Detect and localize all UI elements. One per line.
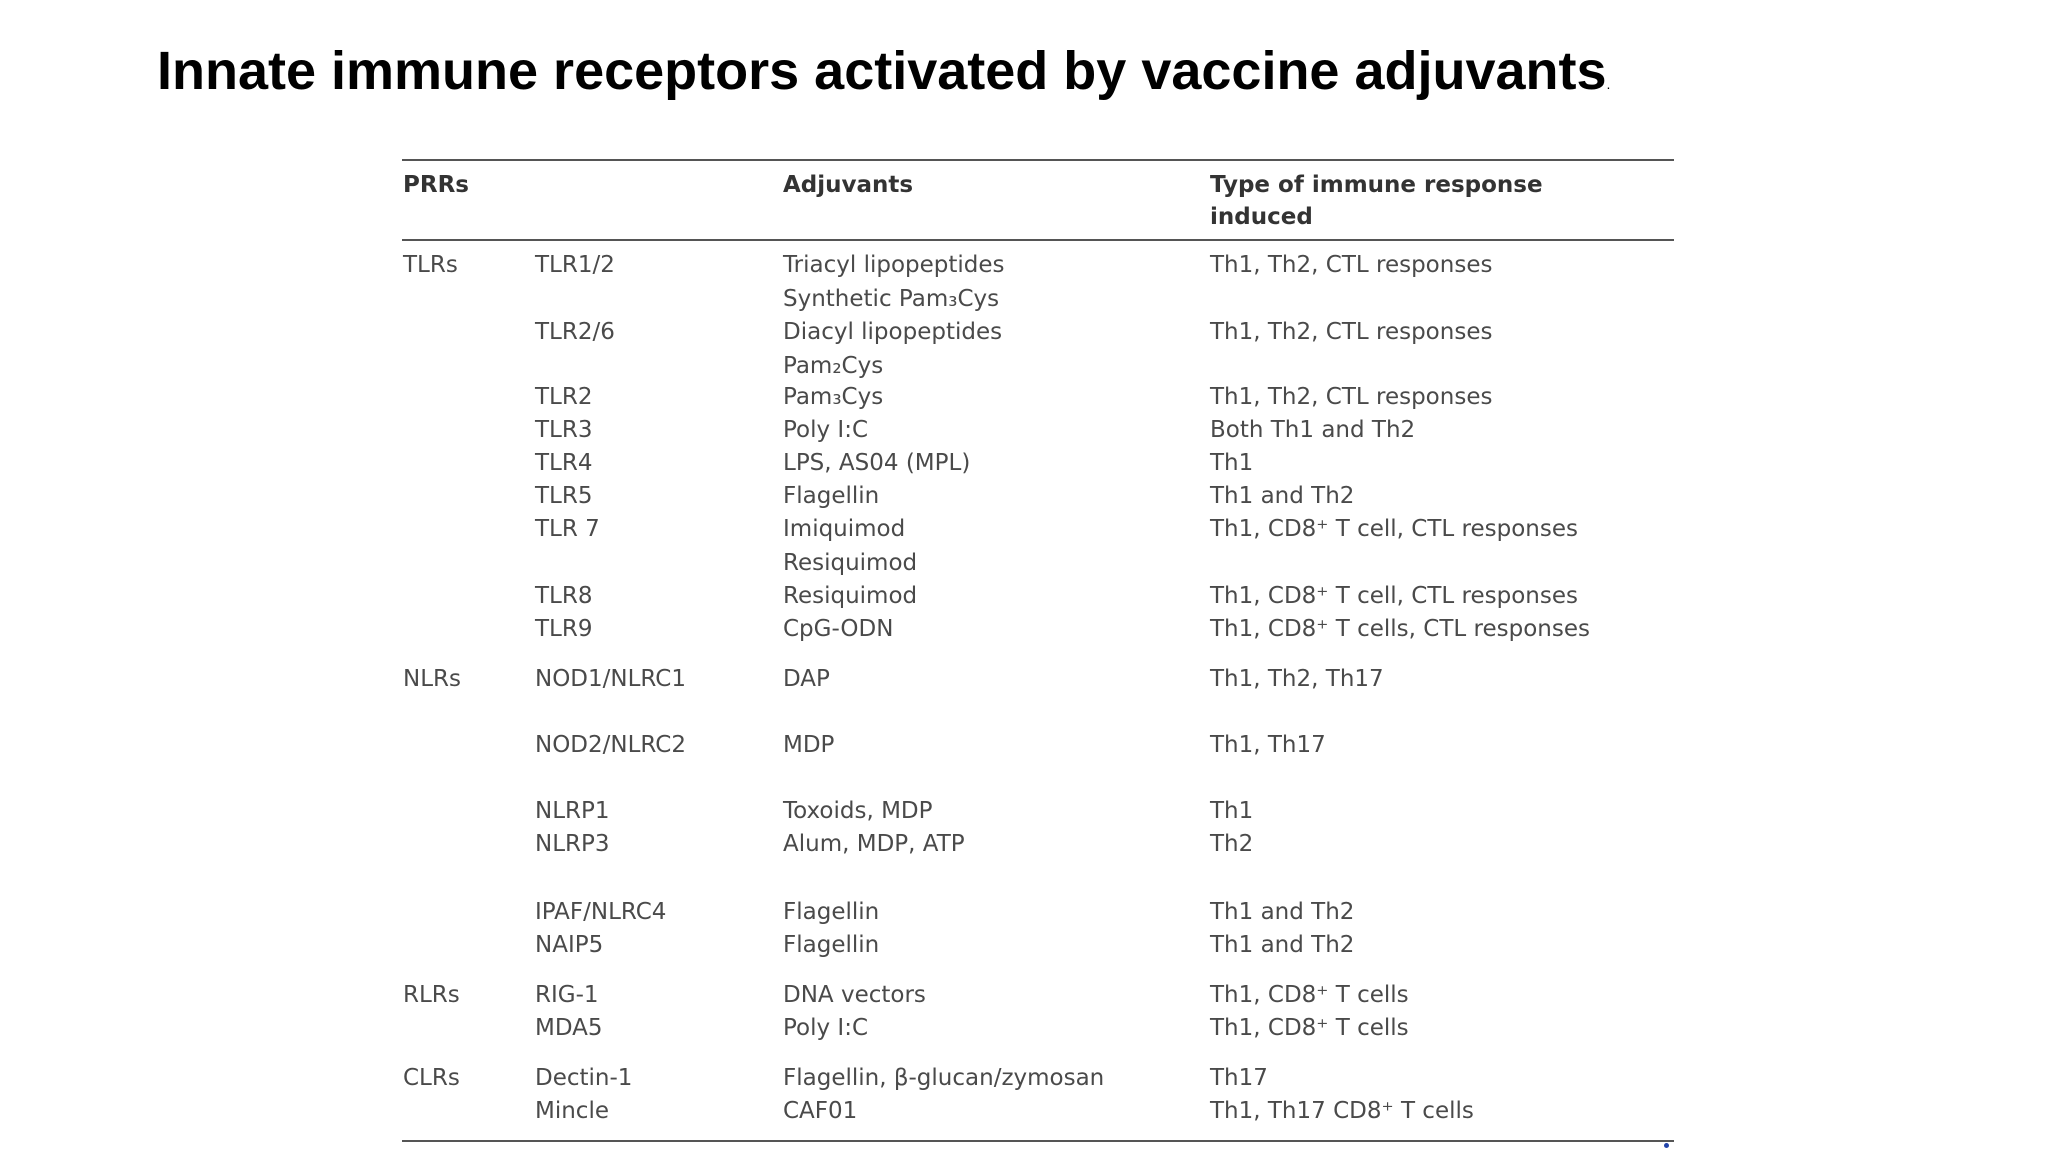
receptor-name: NLRP3 xyxy=(535,831,610,857)
immune-response: Th1, Th2, Th17 xyxy=(1210,666,1384,692)
header-prrs: PRRs xyxy=(403,172,469,198)
adjuvant-name: DAP xyxy=(783,666,830,692)
adjuvant-name: Flagellin xyxy=(783,899,880,925)
table-top-rule xyxy=(402,159,1674,161)
header-response: Type of immune response induced xyxy=(1210,172,1543,230)
adjuvant-name: Diacyl lipopeptides xyxy=(783,319,1003,345)
adjuvant-name: Flagellin, β-glucan/zymosan xyxy=(783,1065,1105,1091)
immune-response: Th1, Th17 xyxy=(1210,732,1326,758)
receptor-name: NLRP1 xyxy=(535,798,610,824)
adjuvant-name: Synthetic Pam₃Cys xyxy=(783,286,1000,312)
title-trailing-mark: . xyxy=(1606,76,1611,92)
adjuvant-name: Pam₃Cys xyxy=(783,384,884,410)
immune-response: Th1, Th2, CTL responses xyxy=(1210,384,1493,410)
adjuvant-name: Resiquimod xyxy=(783,550,918,576)
immune-response: Th1 xyxy=(1210,450,1254,476)
receptor-name: IPAF/NLRC4 xyxy=(535,899,667,925)
adjuvant-name: Toxoids, MDP xyxy=(783,798,933,824)
immune-response: Th1, Th17 CD8⁺ T cells xyxy=(1210,1098,1474,1124)
immune-response: Th1, CD8⁺ T cells xyxy=(1210,1015,1409,1041)
receptor-name: TLR9 xyxy=(535,616,593,642)
receptor-adjuvant-table xyxy=(402,159,1674,1145)
receptor-name: NAIP5 xyxy=(535,932,604,958)
receptor-name: NOD1/NLRC1 xyxy=(535,666,686,692)
adjuvant-name: MDP xyxy=(783,732,835,758)
adjuvant-name: Resiquimod xyxy=(783,583,918,609)
receptor-name: TLR4 xyxy=(535,450,593,476)
adjuvant-name: LPS, AS04 (MPL) xyxy=(783,450,971,476)
prr-group-label: RLRs xyxy=(403,982,460,1008)
prr-group-label: TLRs xyxy=(403,252,458,278)
adjuvant-name: Poly I:C xyxy=(783,417,869,443)
immune-response: Th2 xyxy=(1210,831,1254,857)
adjuvant-name: Triacyl lipopeptides xyxy=(783,252,1005,278)
receptor-name: TLR1/2 xyxy=(535,252,615,278)
receptor-name: RIG-1 xyxy=(535,982,599,1008)
adjuvant-name: CpG-ODN xyxy=(783,616,894,642)
immune-response: Both Th1 and Th2 xyxy=(1210,417,1416,443)
immune-response: Th1, CD8⁺ T cell, CTL responses xyxy=(1210,583,1578,609)
immune-response: Th1, CD8⁺ T cell, CTL responses xyxy=(1210,516,1578,542)
immune-response: Th1 xyxy=(1210,798,1254,824)
receptor-name: TLR2 xyxy=(535,384,593,410)
receptor-name: NOD2/NLRC2 xyxy=(535,732,686,758)
adjuvant-name: Flagellin xyxy=(783,932,880,958)
immune-response: Th1, Th2, CTL responses xyxy=(1210,319,1493,345)
immune-response: Th1, Th2, CTL responses xyxy=(1210,252,1493,278)
adjuvant-name: Flagellin xyxy=(783,483,880,509)
adjuvant-name: Imiquimod xyxy=(783,516,906,542)
immune-response: Th17 xyxy=(1210,1065,1268,1091)
receptor-name: Dectin-1 xyxy=(535,1065,633,1091)
immune-response: Th1 and Th2 xyxy=(1210,899,1355,925)
adjuvant-name: Alum, MDP, ATP xyxy=(783,831,965,857)
immune-response: Th1 and Th2 xyxy=(1210,483,1355,509)
receptor-name: TLR3 xyxy=(535,417,593,443)
slide-title xyxy=(157,40,1610,102)
receptor-name: TLR8 xyxy=(535,583,593,609)
adjuvant-name: DNA vectors xyxy=(783,982,926,1008)
table-bottom-rule xyxy=(402,1140,1674,1142)
slide-title-text: Innate immune receptors activated by vaccine adjuvants xyxy=(157,41,1607,101)
prr-group-label: CLRs xyxy=(403,1065,460,1091)
prr-group-label: NLRs xyxy=(403,666,461,692)
receptor-name: Mincle xyxy=(535,1098,609,1124)
receptor-name: TLR5 xyxy=(535,483,593,509)
header-adjuvants: Adjuvants xyxy=(783,172,914,198)
immune-response: Th1 and Th2 xyxy=(1210,932,1355,958)
receptor-name: TLR 7 xyxy=(535,516,600,542)
adjuvant-name: Poly I:C xyxy=(783,1015,869,1041)
adjuvant-name: CAF01 xyxy=(783,1098,858,1124)
receptor-name: MDA5 xyxy=(535,1015,603,1041)
receptor-name: TLR2/6 xyxy=(535,319,615,345)
table-header-rule xyxy=(402,239,1674,241)
corner-mark xyxy=(1664,1143,1669,1148)
immune-response: Th1, CD8⁺ T cells xyxy=(1210,982,1409,1008)
immune-response: Th1, CD8⁺ T cells, CTL responses xyxy=(1210,616,1590,642)
adjuvant-name: Pam₂Cys xyxy=(783,353,884,379)
